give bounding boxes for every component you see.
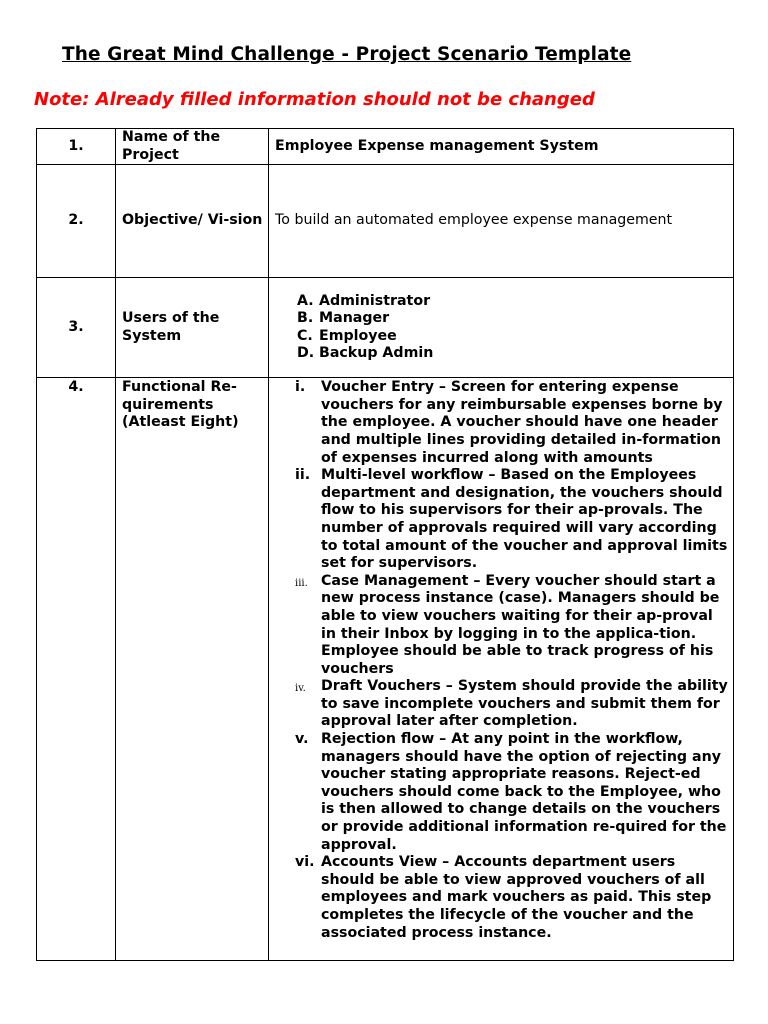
list-item: i. Voucher Entry – Screen for entering expense vouchers for any reimbursable expenses borne by the employee. A voucher should have one header and multiple lines providing detailed in-formation of expenses incurred along with amounts [295,379,723,466]
document-title: The Great Mind Challenge - Project Scenario Template [62,44,632,65]
project-name-value: Employee Expense management System [269,129,734,165]
requirements-cell [269,378,734,961]
list-item: iv. Draft Vouchers – System should provide the ability to save incomplete vouchers and submit them for approval later after completion. [295,678,728,730]
row-label: Functional Re-quirements (Atleast Eight) [116,378,269,961]
objective-value: To build an automated employee expense management [269,165,734,278]
table-row [37,378,734,961]
row-label: Users of the System [116,278,269,378]
requirements-list [275,379,733,942]
row-number: 4. [37,378,116,961]
list-item: iii. Case Management – Every voucher should start a new process instance (case). Managers should be able to view vouchers waiting for their ap-proval in their Inbox by logging in to the applica-tion. Employee should be able to track progress of his vouchers [295,572,720,677]
table-row [37,165,734,278]
row-label: Objective/ Vi-sion [116,165,269,278]
list-item: vi. Accounts View – Accounts department users should be able to view approved vouchers of all employees and mark vouchers as paid. This step completes the lifecycle of the voucher and the associated process instance. [295,854,712,941]
row-number: 1. [37,129,116,165]
table-row [37,278,734,378]
list-item: C. Employee [297,327,397,344]
users-cell [269,278,734,378]
row-number: 3. [37,278,116,378]
list-item: D. Backup Admin [297,345,434,362]
row-number: 2. [37,165,116,278]
note-warning: Note: Already filled information should not be changed [34,89,595,110]
list-item: A. Administrator [297,292,431,309]
list-item: ii. Multi-level workflow – Based on the Employees department and designation, the vouchers should flow to his supervisors for their ap-provals. The number of approvals required will vary according to total amount of the voucher and approval limits set for supervisors. [295,467,728,572]
scenario-table [36,128,734,961]
list-item: v. Rejection flow – At any point in the workflow, managers should have the option of rejecting any voucher stating appropriate reasons. Reject-ed vouchers should come back to the Employee, who is then allowed to change details on the vouchers or provide additional information re-quired for the approval. [295,731,727,853]
row-label: Name of the Project [116,129,269,165]
list-item: B. Manager [297,310,390,327]
table-row [37,129,734,165]
users-list [269,293,733,363]
